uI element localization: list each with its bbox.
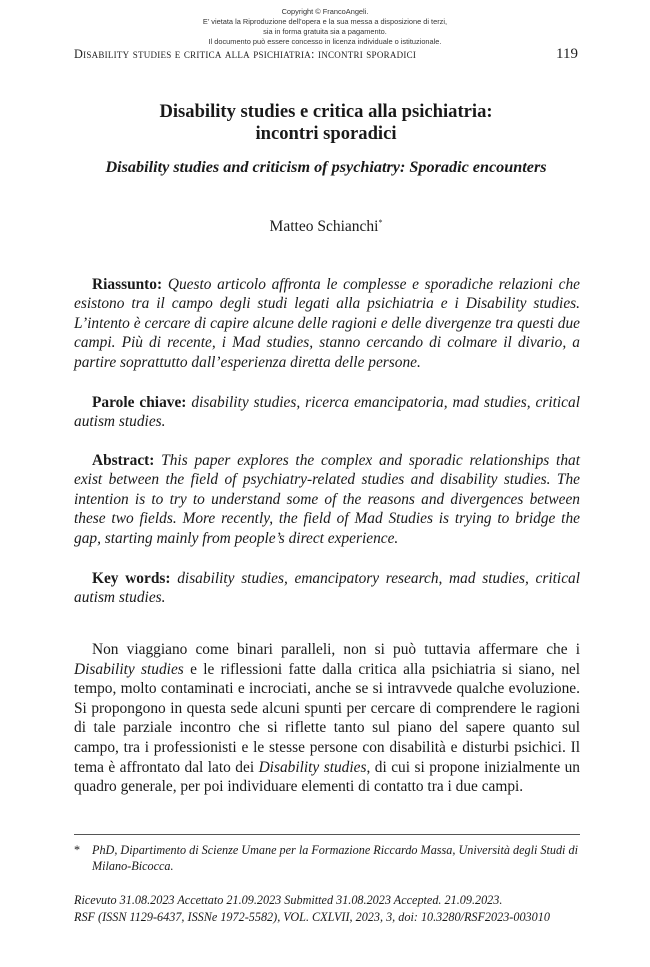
- abstract-block: [74, 451, 580, 548]
- abstract-text: This paper explores the complex and sporadic relationships that exist between the field of psychiatry-related studies and disability studies. The intention is to try to understand some of the reasons and divergences between these two fields. More recently, the field of Mad Studies is trying to bridge the gap, starting mainly from people’s direct experience.: [74, 452, 580, 547]
- body-text-segment: e le riflessioni fatte dalla critica alla psichiatria si siano, nel tempo, molto contaminati e incrociati, anche se si intravvede qualche evoluzione. Si propongono in questa sede alcuni spunti per cercare di comprendere le ragioni di tale parziale incontro che si riflette tanto sul piano del sapere quanto sul campo, tra i professionisti e le stesse persone con disabilità e disturbi psichici. Il tema è affrontato dal lato dei: [74, 660, 580, 776]
- page-number: 119: [556, 46, 578, 62]
- abstract-label: Abstract:: [92, 452, 155, 469]
- citation-info: RSF (ISSN 1129-6437, ISSNe 1972-5582), VOL. CXLVII, 2023, 3, doi: 10.3280/RSF2023-003010: [74, 910, 550, 924]
- parole-chiave-label: Parole chiave:: [92, 394, 187, 411]
- author-text: Matteo Schianchi: [269, 218, 379, 236]
- copyright-line: sia in forma gratuita sia a pagamento.: [263, 27, 387, 36]
- body-text-segment: , di cui si propone inizialmente un quadro generale, per poi individuare elementi di contatto tra i due campi.: [74, 758, 580, 796]
- author-footnote: [74, 842, 580, 874]
- author-footnote-mark: *: [378, 218, 383, 227]
- article-title-line: incontri sporadici: [255, 123, 397, 144]
- submission-dates: Ricevuto 31.08.2023 Accettato 21.09.2023 Submitted 31.08.2023 Accepted. 21.09.2023.: [74, 893, 503, 907]
- article-subtitle: Disability studies and criticism of psychiatry: Sporadic encounters: [105, 158, 547, 176]
- key-words-label: Key words:: [92, 570, 171, 587]
- body-emphasis: Disability studies: [74, 660, 184, 678]
- body-paragraph: [74, 640, 580, 797]
- copyright-line: Copyright © FrancoAngeli.: [281, 7, 369, 16]
- key-words-block: [74, 569, 580, 608]
- footnote-text: PhD, Dipartimento di Scienze Umane per la Formazione Riccardo Massa, Università degli Studi di Milano-Bicocca.: [92, 843, 578, 873]
- body-emphasis: Disability studies: [258, 758, 367, 776]
- parole-chiave-block: [74, 393, 580, 432]
- parole-chiave-text: disability studies, ricerca emancipatoria, mad studies, critical autism studies.: [74, 394, 580, 431]
- riassunto-label: Riassunto:: [92, 276, 163, 293]
- article-title: [74, 101, 578, 145]
- publication-meta: [74, 892, 594, 926]
- copyright-notice: [0, 7, 650, 47]
- running-title: Disability studies e critica alla psichiatria: incontri sporadici: [74, 47, 417, 61]
- riassunto-block: [74, 275, 580, 372]
- running-head: [74, 46, 578, 63]
- copyright-line: E’ vietata la Riproduzione dell’opera e la sua messa a disposizione di terzi,: [202, 17, 448, 26]
- footnote-mark: *: [74, 843, 81, 857]
- key-words-text: disability studies, emancipatory research, mad studies, critical autism studies.: [74, 570, 580, 607]
- footnote-divider: [74, 834, 580, 835]
- riassunto-text: Questo articolo affronta le complesse e sporadiche relazioni che esistono tra il campo degli studi legati alla psichiatria e i Disability studies. L’intento è cercare di capire alcune delle ragioni e delle divergenze tra questi due campi. Più di recente, i Mad studies, stanno cercando di colmare il divario, a partire soprattutto dall’esperienza diretta delle persone.: [74, 276, 580, 371]
- copyright-line: Il documento può essere concesso in licenza individuale o istituzionale.: [208, 37, 442, 46]
- article-title-line: Disability studies e critica alla psichiatria:: [159, 101, 493, 122]
- body-text-segment: Non viaggiano come binari paralleli, non si può tuttavia affermare che i: [92, 641, 580, 658]
- author-name: [74, 218, 578, 236]
